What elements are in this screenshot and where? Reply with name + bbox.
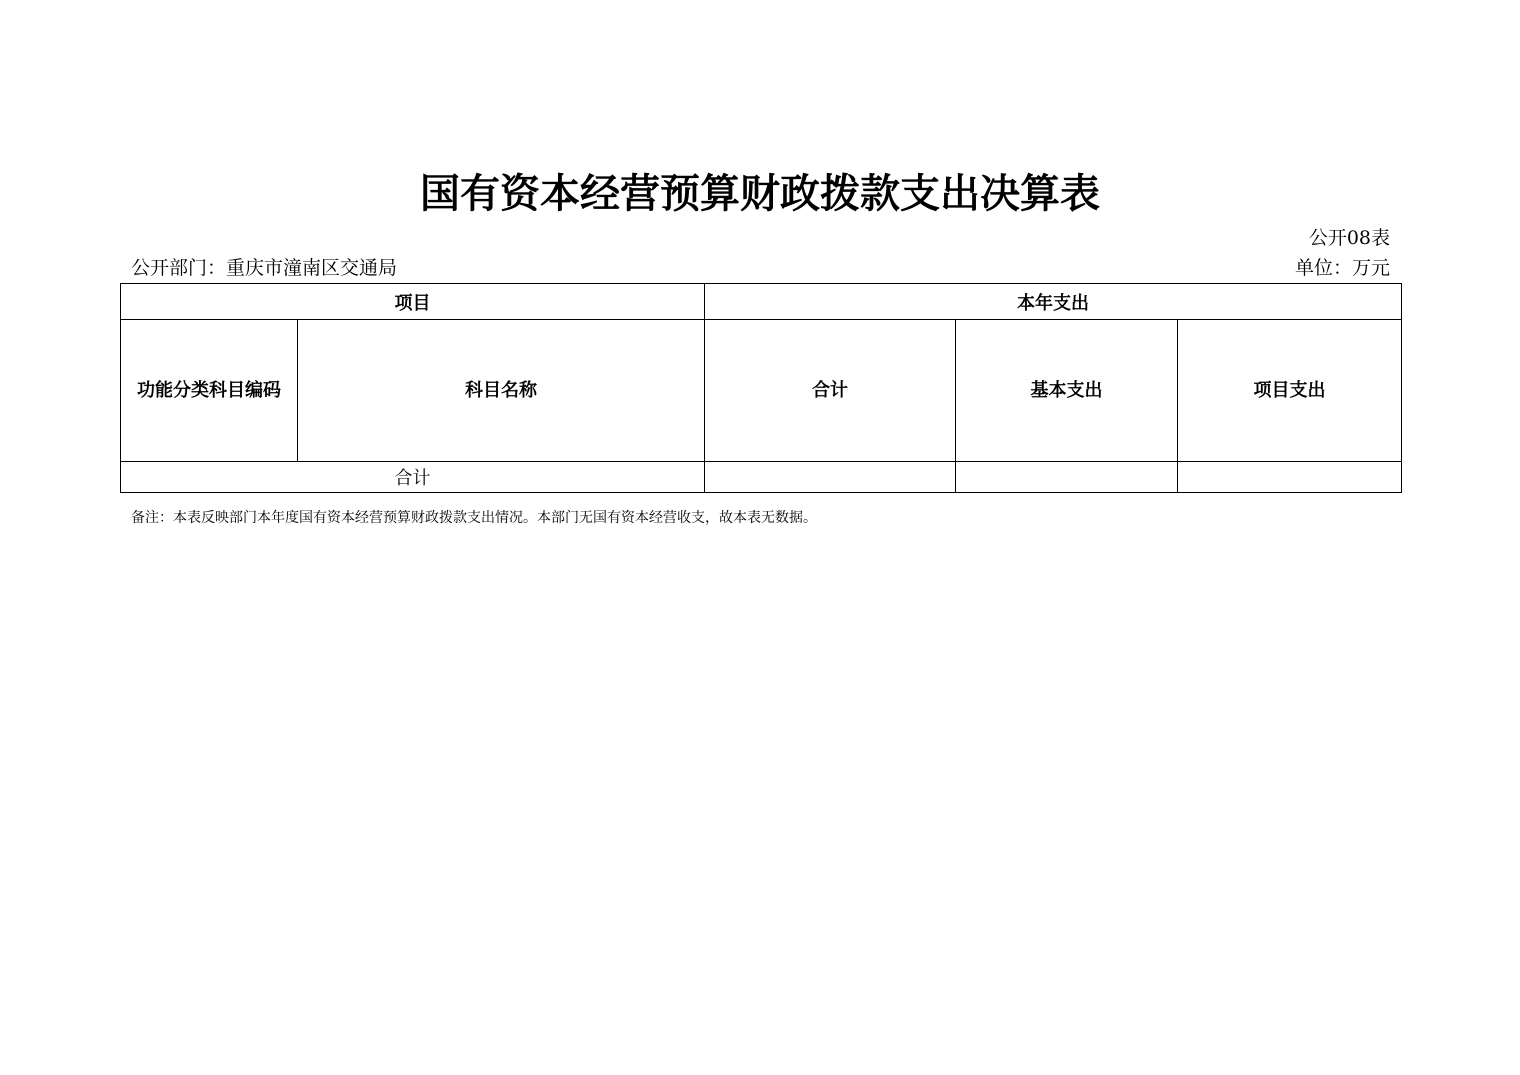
- header-project: 项目: [121, 284, 705, 320]
- unit-label: 单位：万元: [1294, 257, 1390, 279]
- table-total-row: [121, 462, 1402, 493]
- column-total: 合计: [705, 320, 956, 462]
- column-project: 项目支出: [1178, 320, 1402, 462]
- table-header-row: [121, 284, 1402, 320]
- table-number: 公开08表: [1308, 227, 1390, 249]
- expenditure-table: [120, 283, 1402, 493]
- table-subheader-row: [121, 320, 1402, 462]
- header-year-expense: 本年支出: [705, 284, 1402, 320]
- footnote: 备注：本表反映部门本年度国有资本经营预算财政拨款支出情况。本部门无国有资本经营收支，故本表无数据。: [131, 510, 817, 526]
- column-name: 科目名称: [298, 320, 705, 462]
- total-value-basic: [956, 462, 1178, 493]
- column-basic: 基本支出: [956, 320, 1178, 462]
- total-row-label: 合计: [121, 462, 705, 493]
- total-value-project: [1178, 462, 1402, 493]
- total-value-total: [705, 462, 956, 493]
- column-code: 功能分类科目编码: [121, 320, 298, 462]
- department-label: 公开部门：重庆市潼南区交通局: [131, 257, 398, 279]
- page-title: 国有资本经营预算财政拨款支出决算表: [420, 170, 1100, 217]
